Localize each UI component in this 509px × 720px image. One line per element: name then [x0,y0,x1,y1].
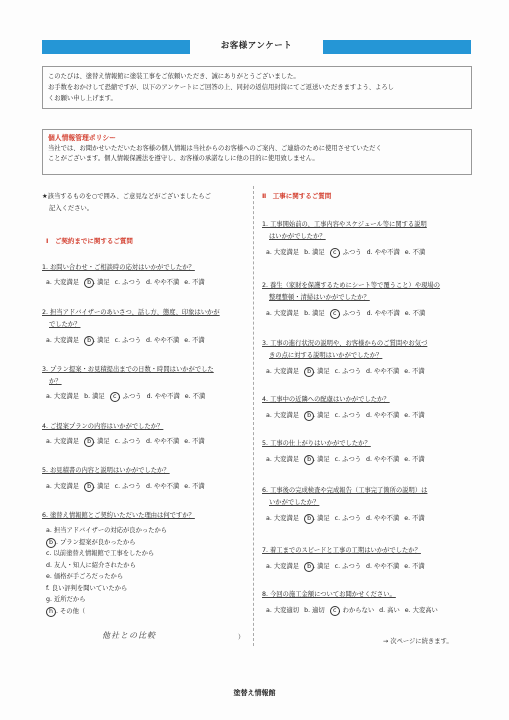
option-label: . 満足 [313,456,330,463]
options-r7 [266,561,430,572]
option-letter: d [366,515,371,522]
option-letter: a [46,483,50,490]
options-l4 [46,436,210,447]
other-close-paren: ） [238,634,245,641]
question-r6-cont: いかがでしたか？ [269,499,320,506]
reason-letter: c [46,550,50,557]
option-d [147,391,180,400]
option-letter: e [184,438,189,445]
option-c [335,366,361,375]
option-letter: c [110,392,120,402]
left-questions [42,0,252,720]
option-letter: d [366,563,371,570]
option-label: . やや不満 [370,368,400,375]
option-letter: c [114,438,119,445]
option-letter: b [84,336,94,346]
option-b [304,366,330,377]
option-letter: a [46,393,50,400]
option-label: . 不満 [188,393,206,400]
options-r5 [266,454,430,465]
option-a [266,561,299,570]
reason-label: . 担当アドバイザーの対応が良かったから [49,527,168,534]
option-label: . 満足 [313,412,330,419]
option-letter: c [334,563,339,570]
option-b [304,605,325,614]
option-label: . ふつう [338,412,362,419]
option-letter: a [266,368,270,375]
option-letter: e [404,456,409,463]
option-a [266,605,299,614]
option-label: . 大変高い [408,607,438,614]
intro-line: くお願い申し上げます。 [48,95,117,102]
option-letter: a [266,249,270,256]
reason-item-e [46,571,167,583]
option-label: . 満足 [313,368,330,375]
option-label: . 高い [383,607,400,614]
option-letter: e [184,337,189,344]
option-label: . 不満 [188,483,205,490]
option-a [266,308,299,317]
option-label: . 大変満足 [269,563,300,570]
option-e [184,481,204,490]
intro-line: このたびは、塗替え情報館に塗装工事をご依頼いただき、誠にありがとうございました。 [48,73,300,80]
option-letter: e [404,368,409,375]
option-label: . ふつう [338,368,362,375]
option-b [304,308,325,317]
option-d [146,436,179,445]
option-d [367,308,400,317]
option-letter: e [404,412,409,419]
option-c [330,308,362,319]
option-label: . ふつう [338,515,362,522]
question-l4: 4. ご提案プランの内容はいかがでしたか？ [42,423,164,430]
option-c [115,277,141,286]
option-d [366,454,399,463]
option-label: . わからない [338,607,375,614]
question-l1: 1. お問い合わせ・ご相談時の応対はいかがでしたか？ [42,264,195,271]
option-letter: e [404,249,409,256]
reason-label: . 価格が手ごろだったから [49,573,124,580]
option-c [335,454,361,463]
option-label: . 大変満足 [269,412,300,419]
option-letter: e [404,607,409,614]
option-label: . 大変満足 [269,368,300,375]
option-label: . 不満 [188,279,205,286]
option-b [304,454,330,465]
privacy-line: 当社では、お聞かせいただいたお客様の個人情報は当社からのお客様へのご案内、ご連絡のために使用させていただく [48,144,382,152]
option-label: . 不満 [188,438,205,445]
option-letter: e [184,483,189,490]
option-letter: e [404,310,409,317]
option-letter: a [266,515,270,522]
option-label: . ふつう [118,483,142,490]
option-letter: c [334,515,339,522]
option-letter: d [146,393,151,400]
option-label: . ふつう [338,249,362,256]
next-page-note: → 次ページに続きます。 [383,638,453,645]
option-letter: e [184,393,189,400]
question-r2: 2. 養生（家財を保護するためにシート等で覆うこと）や現場の [262,282,441,289]
option-letter: b [304,455,314,465]
option-c [335,561,361,570]
reason-letter: g [46,596,50,603]
option-c [330,605,375,616]
option-letter: d [146,483,151,490]
option-letter: a [46,337,50,344]
intro-line: お手数をおかけして恐縮ですが、以下のアンケートにご回答の上、同封の返信用封筒にてご返送いただきますよう、よろし [48,84,394,91]
option-letter: b [84,278,94,288]
option-label: . 大変満足 [49,438,80,445]
option-a [266,454,299,463]
option-label: . ふつう [118,337,142,344]
question-r5: 5. 工事の仕上がりはいかがでしたか？ [262,440,371,447]
options-r8 [266,605,443,616]
question-r1: 1. 工事開始前の、工事内容やスケジュール等に関する説明 [262,221,427,228]
option-letter: a [266,412,270,419]
option-label: . 満足 [93,483,110,490]
option-e [404,561,424,570]
question-l3-cont: か？ [49,378,62,385]
options-r3 [266,366,430,377]
reason-label: . 友人・知人に紹介されたから [50,561,136,569]
question-r7: 7. 着工までのスピードと工事の工期はいかがでしたか？ [262,547,421,554]
option-b [84,335,110,346]
option-label: . やや不満 [150,483,180,490]
right-questions [262,0,474,720]
question-l2-cont: でしたか？ [49,321,81,328]
reason-letter: e [46,573,50,580]
option-e [185,391,205,400]
question-r6: 6. 工事後の完成検査や完成報告（工事完了箇所の説明）は [262,487,428,494]
options-r2 [266,308,430,319]
options-l3 [46,391,210,402]
option-label: . 不満 [408,563,425,570]
option-c [335,513,361,522]
option-e [184,436,204,445]
option-label: . 不満 [408,310,426,317]
option-e [405,605,438,614]
reason-label: . 良い評判を聞いていたから [47,584,128,592]
option-letter: e [404,563,409,570]
option-b [304,410,330,421]
option-letter: c [334,456,339,463]
reason-item-g [46,594,167,606]
option-letter: d [379,607,384,614]
option-letter: b [304,367,314,377]
option-label: . やや不満 [150,279,180,286]
question-r1-cont: はいかがでしたか？ [269,233,326,240]
option-letter: a [266,607,270,614]
footer-brand: 塗替え情報館 [233,689,276,697]
option-letter: e [404,515,409,522]
option-label: . 大変満足 [269,515,300,522]
option-label: . 満足 [93,279,110,286]
option-letter: a [266,563,270,570]
option-label: . 大変満足 [49,483,80,490]
reason-label: . 以前塗替え情報館で工事をしたから [49,550,155,557]
option-label: . やや不満 [370,456,400,463]
options-r1 [266,247,430,258]
option-b [304,513,330,524]
option-a [266,513,299,522]
option-a [266,366,299,375]
reason-letter: d [46,561,50,569]
option-label: . ふつう [118,438,142,445]
option-label: . やや不満 [150,337,180,344]
option-letter: d [366,310,371,317]
option-label: . やや不満 [370,515,400,522]
option-label: . 適切 [308,607,325,614]
option-letter: c [114,279,119,286]
option-e [184,277,204,286]
option-a [266,410,299,419]
option-d [146,335,179,344]
option-letter: b [304,514,314,524]
option-a [46,335,79,344]
option-b [304,247,325,256]
option-label: . 満足 [308,310,325,317]
instruction-line: 記入ください。 [49,205,94,212]
question-l6: 6. 塗替え情報館とご契約いただいた理由は何ですか？ [42,512,195,519]
reason-label: . プラン提案が良かったから [56,538,136,546]
option-e [404,410,424,419]
option-letter: d [146,279,151,286]
page-title: お客様アンケート [220,41,293,51]
option-label: . 大変満足 [49,279,80,286]
option-d [366,410,399,419]
option-d [146,277,179,286]
option-label: . ふつう [338,563,362,570]
option-d [366,513,399,522]
option-a [46,391,79,400]
option-letter: d [366,412,371,419]
other-handwritten-answer [102,630,156,641]
option-label: . 大変満足 [269,310,300,317]
option-b [84,277,110,288]
option-c [110,391,142,402]
option-label: . 大変満足 [269,249,300,256]
option-letter: b [84,482,94,492]
option-letter: a [266,456,270,463]
reason-letter: h [46,607,56,617]
option-letter: b [84,393,89,400]
column-divider [253,186,254,646]
option-letter: c [330,248,340,258]
options-l2 [46,335,210,346]
option-label: . 不満 [408,456,425,463]
option-label: . 満足 [313,563,330,570]
option-letter: d [146,438,151,445]
option-label: . 不満 [408,515,425,522]
question-r4: 4. 工事中の近隣への配慮はいかがでしたか？ [262,396,390,403]
option-label: . 満足 [313,515,330,522]
option-d [379,605,400,614]
option-e [184,335,204,344]
option-d [367,247,400,256]
option-letter: b [304,607,309,614]
option-letter: a [46,279,50,286]
option-d [366,561,399,570]
option-letter: b [304,310,309,317]
reason-letter: f [46,584,48,592]
option-label: . 大変満足 [49,337,80,344]
option-b [304,561,330,572]
option-b [84,481,110,492]
option-c [115,335,141,344]
options-r4 [266,410,430,421]
option-label: . 満足 [93,438,110,445]
option-label: . やや不満 [370,249,400,256]
option-letter: c [330,309,340,319]
option-c [330,247,362,258]
option-label: . 不満 [408,249,426,256]
option-label: . ふつう [118,393,142,400]
question-r8: 8. 今回の施工金額についてお聞かせください。 [262,591,396,598]
option-label: . 満足 [308,249,325,256]
reason-item-b [46,537,167,549]
option-letter: b [84,437,94,447]
option-e [404,366,424,375]
privacy-title: 個人情報管理ポリシー [48,134,116,142]
option-letter: a [266,310,270,317]
question-l5: 5. お見積書の内容と説明はいかがでしたか？ [42,467,170,474]
reason-item-f [46,583,167,595]
option-c [115,436,141,445]
option-letter: d [366,249,371,256]
reason-letter: b [46,538,56,548]
option-c [335,410,361,419]
option-label: . 大変適切 [269,607,300,614]
option-letter: c [330,606,340,616]
option-letter: d [366,368,371,375]
reason-item-c [46,548,167,560]
option-letter: b [304,562,314,572]
privacy-line: ことがございます。個人情報保護法を遵守し、お客様の承諾なしに他の目的に使用致しません。 [48,155,319,162]
option-d [146,481,179,490]
option-label: . ふつう [338,456,362,463]
question-r3: 3. 工事の進行状況の説明や、お客様からのご質問やお気づ [262,340,428,347]
option-label: . ふつう [118,279,142,286]
question-l3: 3. プラン提案・お見積提出までの日数・時間はいかがでした [42,366,214,373]
option-d [366,366,399,375]
option-label: . やや不満 [150,393,180,400]
option-letter: c [114,483,119,490]
option-label: . やや不満 [370,412,400,419]
options-l5 [46,481,210,492]
option-label: . 満足 [88,393,105,400]
instruction-line: ★該当するものを○で囲み、ご意見などがございましたらご [42,193,211,200]
option-e [405,247,425,256]
option-letter: c [334,368,339,375]
option-label: . やや不満 [370,310,400,317]
option-label: . 大変満足 [269,456,300,463]
option-a [266,247,299,256]
reason-list [46,525,167,617]
option-letter: d [366,456,371,463]
option-b [84,391,105,400]
option-a [46,481,79,490]
options-l1 [46,277,210,288]
option-letter: b [304,249,309,256]
option-e [405,308,425,317]
option-b [84,436,110,447]
reason-label: . その他（ [56,607,86,615]
option-label: . 満足 [93,337,110,344]
reason-item-h [46,606,167,618]
section-1-title: Ⅰ ご契約までに関するご質問 [46,237,133,245]
reason-item-d [46,560,167,572]
reason-label: . 近所だから [50,596,86,603]
question-l2: 2. 担当アドバイザーのあいさつ、話し方、態度、印象はいかが [42,309,220,316]
option-label: . 不満 [408,412,425,419]
option-letter: e [184,279,189,286]
section-2-title: Ⅱ 工事に関するご質問 [262,192,332,200]
option-label: . やや不満 [150,438,180,445]
option-a [46,277,79,286]
option-a [46,436,79,445]
option-letter: a [46,438,50,445]
option-label: . 大変満足 [49,393,80,400]
question-r3-cont: きの点に対する説明はいかがでしたか？ [269,352,383,359]
option-label: . 不満 [408,368,425,375]
reason-letter: a [46,527,50,534]
handwritten-text: 他社との比較 [102,631,156,640]
option-label: . 不満 [188,337,205,344]
option-label: . やや不満 [370,563,400,570]
option-letter: c [114,337,119,344]
option-e [404,513,424,522]
reason-item-a [46,525,167,537]
option-c [115,481,141,490]
option-label: . ふつう [338,310,362,317]
options-r6 [266,513,430,524]
option-e [404,454,424,463]
question-r2-cont: 整理整頓・清掃はいかがでしたか？ [269,294,370,301]
option-letter: d [146,337,151,344]
option-letter: c [334,412,339,419]
option-letter: b [304,411,314,421]
